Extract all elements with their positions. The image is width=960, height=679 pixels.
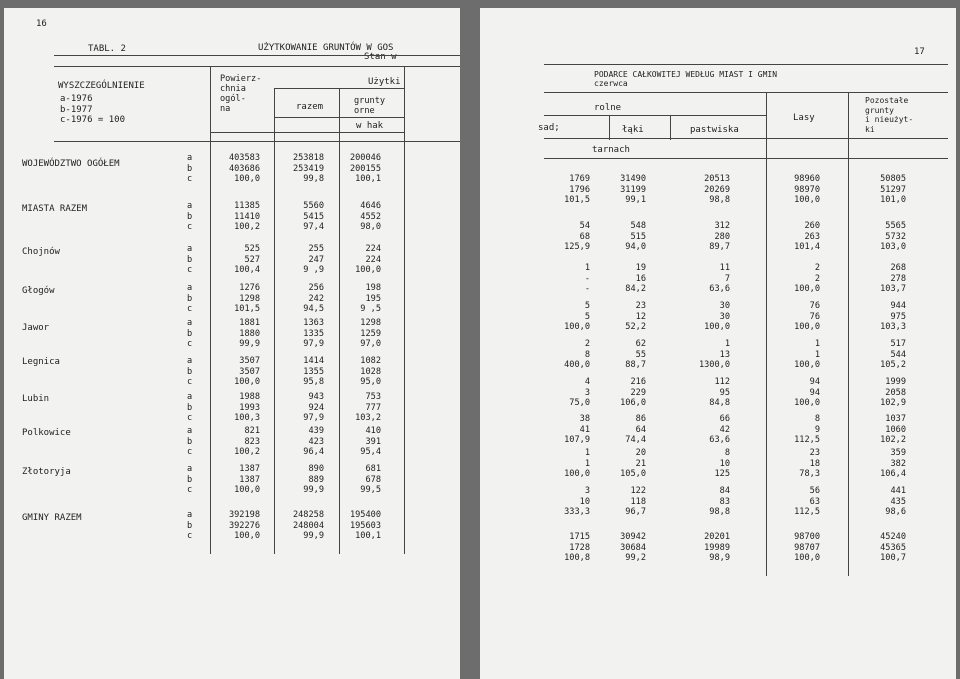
- col-divider: [609, 115, 610, 140]
- header-unit: w hak: [356, 121, 384, 131]
- cell-lasy: 98960 98970 100,0: [794, 174, 820, 205]
- rule: [54, 55, 460, 56]
- cell-razem: 248258 248004 99,9: [292, 510, 324, 541]
- table-title-right: PODARCE CAŁKOWITEJ WEDŁUG MIAST I GMIN: [594, 70, 778, 79]
- header-pozostale: Pozostałe grunty i nieużyt- ki: [865, 96, 914, 134]
- cell-laki: 20 21 105,0: [620, 448, 646, 479]
- row-name: Chojnów: [22, 247, 60, 257]
- cell-area: 403583 403686 100,0: [228, 153, 260, 184]
- col-divider: [848, 92, 849, 576]
- cell-laki: 23 12 52,2: [625, 301, 646, 332]
- header-lasy: Lasy: [793, 113, 815, 123]
- cell-laki: 31490 31199 99,1: [620, 174, 646, 205]
- cell-area: 392198 392276 100,0: [228, 510, 260, 541]
- cell-laki: 62 55 88,7: [625, 339, 646, 370]
- cell-razem: 1414 1355 95,8: [303, 356, 324, 387]
- legend-b: b-1977: [60, 105, 93, 115]
- cell-pastwiska: 11 7 63,6: [709, 263, 730, 294]
- rule: [274, 88, 404, 89]
- cell-razem: 439 423 96,4: [303, 426, 324, 457]
- cell-laki: 30942 30684 99,2: [620, 532, 646, 563]
- cell-sady: 54 68 125,9: [564, 221, 590, 252]
- rule: [544, 115, 766, 116]
- row-name: MIASTA RAZEM: [22, 204, 88, 214]
- row-abc: a b c: [187, 510, 193, 541]
- cell-lasy: 76 76 100,0: [794, 301, 820, 332]
- cell-orne: 1082 1028 95,0: [360, 356, 381, 387]
- cell-sady: 4 3 75,0: [569, 377, 590, 408]
- cell-area: 11385 11410 100,2: [234, 201, 260, 232]
- cell-lasy: 23 18 78,3: [799, 448, 820, 479]
- col-divider: [404, 66, 405, 554]
- cell-sady: 3 10 333,3: [564, 486, 590, 517]
- cell-pastwiska: 20513 20269 98,8: [704, 174, 730, 205]
- cell-pastwiska: 112 95 84,8: [709, 377, 730, 408]
- row-name: Polkowice: [22, 428, 71, 438]
- cell-razem: 255 247 9 ,9: [303, 244, 324, 275]
- cell-orne: 198 195 9 ,5: [360, 283, 381, 314]
- cell-pastwiska: 30 30 100,0: [704, 301, 730, 332]
- cell-lasy: 56 63 112,5: [794, 486, 820, 517]
- cell-sady: 38 41 107,9: [564, 414, 590, 445]
- table-label: TABL. 2: [88, 44, 126, 54]
- col-divider: [670, 115, 671, 140]
- cell-razem: 943 924 97,9: [303, 392, 324, 423]
- cell-razem: 256 242 94,5: [303, 283, 324, 314]
- rule: [54, 141, 460, 142]
- cell-area: 3507 3507 100,0: [234, 356, 260, 387]
- cell-orne: 681 678 99,5: [360, 464, 381, 495]
- cell-lasy: 94 94 100,0: [794, 377, 820, 408]
- rule: [54, 66, 460, 67]
- cell-lasy: 8 9 112,5: [794, 414, 820, 445]
- header-razem: razem: [296, 102, 324, 112]
- cell-pozostale: 441 435 98,6: [885, 486, 906, 517]
- cell-lasy: 2 2 100,0: [794, 263, 820, 294]
- header-rolne: rolne: [594, 103, 622, 113]
- cell-pastwiska: 312 280 89,7: [709, 221, 730, 252]
- cell-orne: 1298 1259 97,0: [360, 318, 381, 349]
- row-name: Lubin: [22, 394, 50, 404]
- row-abc: a b c: [187, 464, 193, 495]
- legend-c: c-1976 = 100: [60, 115, 126, 125]
- cell-pozostale: 1999 2058 102,9: [880, 377, 906, 408]
- cell-orne: 195400 195603 100,1: [349, 510, 381, 541]
- row-abc: a b c: [187, 153, 193, 184]
- table-title: UŻYTKOWANIE GRUNTÓW W GOS: [258, 43, 394, 53]
- cell-sady: 1769 1796 101,5: [564, 174, 590, 205]
- header-uzytki: Użytki: [368, 77, 401, 87]
- rule: [544, 92, 948, 93]
- rule: [544, 138, 948, 139]
- cell-laki: 86 64 74,4: [625, 414, 646, 445]
- cell-pozostale: 359 382 106,4: [880, 448, 906, 479]
- cell-razem: 890 889 99,9: [303, 464, 324, 495]
- row-abc: a b c: [187, 201, 193, 232]
- cell-laki: 216 229 106,0: [620, 377, 646, 408]
- row-name: Głogów: [22, 286, 55, 296]
- cell-lasy: 1 1 100,0: [794, 339, 820, 370]
- row-abc: a b c: [187, 426, 193, 457]
- cell-area: 1988 1993 100,3: [234, 392, 260, 423]
- rule: [210, 132, 404, 133]
- row-abc: a b c: [187, 318, 193, 349]
- cell-pastwiska: 66 42 63,6: [709, 414, 730, 445]
- cell-area: 525 527 100,4: [234, 244, 260, 275]
- header-laki: łąki: [622, 125, 644, 135]
- cell-laki: 122 118 96,7: [625, 486, 646, 517]
- row-name: Złotoryja: [22, 467, 71, 477]
- cell-pozostale: 1037 1060 102,2: [880, 414, 906, 445]
- cell-sady: 1 - -: [584, 263, 590, 294]
- cell-laki: 19 16 84,2: [625, 263, 646, 294]
- cell-sady: 1 1 100,0: [564, 448, 590, 479]
- right-page: [480, 8, 956, 679]
- page-number-right: 17: [914, 47, 925, 57]
- cell-area: 1387 1387 100,0: [234, 464, 260, 495]
- cell-orne: 410 391 95,4: [360, 426, 381, 457]
- page-number-left: 16: [36, 19, 47, 29]
- header-sady: sad;: [538, 123, 560, 133]
- cell-lasy: 260 263 101,4: [794, 221, 820, 252]
- cell-pozostale: 45240 45365 100,7: [880, 532, 906, 563]
- cell-sady: 5 5 100,0: [564, 301, 590, 332]
- row-abc: a b c: [187, 392, 193, 423]
- cell-pozostale: 268 278 103,7: [880, 263, 906, 294]
- cell-razem: 1363 1335 97,9: [303, 318, 324, 349]
- left-page: [4, 8, 460, 679]
- cell-orne: 200046 200155 100,1: [349, 153, 381, 184]
- row-name: WOJEWÓDZTWO OGÓŁEM: [22, 159, 120, 169]
- cell-razem: 5560 5415 97,4: [303, 201, 324, 232]
- cell-sady: 1715 1728 100,8: [564, 532, 590, 563]
- rule: [544, 158, 948, 159]
- cell-area: 821 823 100,2: [234, 426, 260, 457]
- cell-orne: 753 777 103,2: [355, 392, 381, 423]
- cell-area: 1881 1880 99,9: [239, 318, 260, 349]
- row-name: Jawor: [22, 323, 50, 333]
- cell-pastwiska: 1 13 1300,0: [698, 339, 730, 370]
- cell-pastwiska: 84 83 98,8: [709, 486, 730, 517]
- legend-heading: WYSZCZEGÓLNIENIE: [58, 81, 145, 91]
- cell-pozostale: 944 975 103,3: [880, 301, 906, 332]
- cell-area: 1276 1298 101,5: [234, 283, 260, 314]
- rule: [274, 117, 404, 118]
- header-grunty-orne: grunty orne: [354, 96, 386, 116]
- cell-laki: 548 515 94,0: [625, 221, 646, 252]
- cell-pozostale: 5565 5732 103,0: [880, 221, 906, 252]
- cell-orne: 4646 4552 98,0: [360, 201, 381, 232]
- rule: [544, 64, 948, 65]
- header-pastwiska: pastwiska: [690, 125, 739, 135]
- header-area: Powierz- chnia ogól- na: [220, 74, 262, 114]
- cell-pastwiska: 8 10 125: [714, 448, 730, 479]
- cell-pozostale: 517 544 105,2: [880, 339, 906, 370]
- cell-pastwiska: 20201 19989 98,9: [704, 532, 730, 563]
- row-abc: a b c: [187, 283, 193, 314]
- row-abc: a b c: [187, 356, 193, 387]
- cell-pozostale: 50805 51297 101,0: [880, 174, 906, 205]
- table-title-cont: Stan w: [364, 52, 397, 62]
- cell-orne: 224 224 100,0: [355, 244, 381, 275]
- row-name: Legnica: [22, 357, 60, 367]
- col-divider: [766, 92, 767, 576]
- cell-sady: 2 8 400,0: [564, 339, 590, 370]
- cell-lasy: 98700 98707 100,0: [794, 532, 820, 563]
- legend-a: a-1976: [60, 94, 93, 104]
- cell-razem: 253818 253419 99,8: [292, 153, 324, 184]
- header-tarnach: tarnach: [592, 145, 630, 155]
- row-name: GMINY RAZEM: [22, 513, 82, 523]
- row-abc: a b c: [187, 244, 193, 275]
- table-title-right-cont: czerwca: [594, 79, 628, 88]
